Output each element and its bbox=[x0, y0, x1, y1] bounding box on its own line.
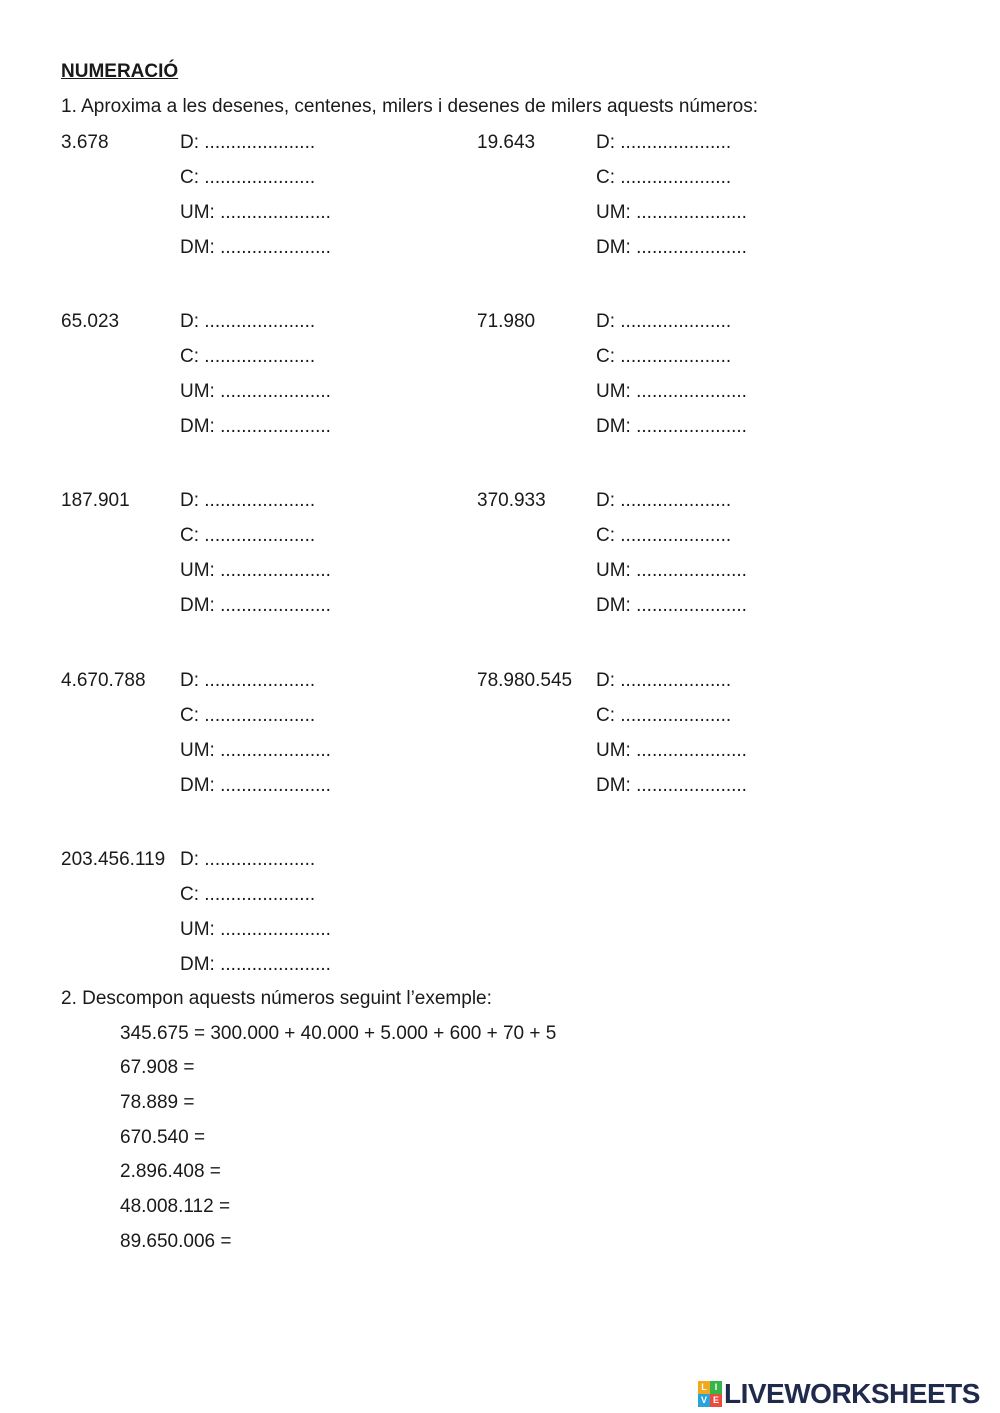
hundreds-answer[interactable]: C: ..................... bbox=[180, 525, 316, 546]
logo-mark-letter: E bbox=[710, 1394, 722, 1407]
ten-thousands-answer[interactable]: DM: ..................... bbox=[596, 595, 747, 616]
tens-answer[interactable]: D: ..................... bbox=[596, 311, 732, 332]
tens-answer[interactable]: D: ..................... bbox=[180, 132, 316, 153]
ten-thousands-answer[interactable]: DM: ..................... bbox=[180, 416, 331, 437]
tens-answer[interactable]: D: ..................... bbox=[596, 132, 732, 153]
decomposition-line[interactable]: 48.008.112 = bbox=[120, 1196, 231, 1217]
exercise-2-instruction: 2. Descompon aquests números seguint l’exemple: bbox=[61, 988, 492, 1009]
hundreds-answer[interactable]: C: ..................... bbox=[180, 167, 316, 188]
decomposition-line[interactable]: 78.889 = bbox=[120, 1092, 195, 1113]
item-number: 187.901 bbox=[61, 490, 130, 511]
thousands-answer[interactable]: UM: ..................... bbox=[180, 740, 331, 761]
ten-thousands-answer[interactable]: DM: ..................... bbox=[180, 595, 331, 616]
approximation-item bbox=[61, 311, 481, 461]
decomposition-line[interactable]: 670.540 = bbox=[120, 1127, 206, 1148]
logo-text: LIVEWORKSHEETS bbox=[724, 1378, 980, 1409]
approximation-item bbox=[61, 849, 481, 999]
decomposition-line[interactable]: 89.650.006 = bbox=[120, 1231, 232, 1252]
tens-answer[interactable]: D: ..................... bbox=[180, 311, 316, 332]
tens-answer[interactable]: D: ..................... bbox=[596, 670, 732, 691]
tens-answer[interactable]: D: ..................... bbox=[180, 670, 316, 691]
approximation-item bbox=[477, 490, 897, 640]
thousands-answer[interactable]: UM: ..................... bbox=[596, 740, 747, 761]
thousands-answer[interactable]: UM: ..................... bbox=[180, 381, 331, 402]
hundreds-answer[interactable]: C: ..................... bbox=[596, 705, 732, 726]
approximation-item bbox=[61, 132, 481, 282]
item-number: 4.670.788 bbox=[61, 670, 146, 691]
thousands-answer[interactable]: UM: ..................... bbox=[596, 202, 747, 223]
decomposition-example: 345.675 = 300.000 + 40.000 + 5.000 + 600 + 70 + 5 bbox=[120, 1023, 557, 1044]
liveworksheets-logo bbox=[698, 1378, 998, 1410]
logo-mark-letter: I bbox=[710, 1381, 722, 1394]
thousands-answer[interactable]: UM: ..................... bbox=[596, 560, 747, 581]
approximation-item bbox=[477, 132, 897, 282]
decomposition-line[interactable]: 67.908 = bbox=[120, 1057, 195, 1078]
hundreds-answer[interactable]: C: ..................... bbox=[596, 525, 732, 546]
ten-thousands-answer[interactable]: DM: ..................... bbox=[596, 775, 747, 796]
ten-thousands-answer[interactable]: DM: ..................... bbox=[180, 237, 331, 258]
ten-thousands-answer[interactable]: DM: ..................... bbox=[180, 954, 331, 975]
exercise-1-instruction: 1. Aproxima a les desenes, centenes, milers i desenes de milers aquests números: bbox=[61, 96, 759, 117]
logo-mark-letter: V bbox=[698, 1394, 710, 1407]
hundreds-answer[interactable]: C: ..................... bbox=[180, 884, 316, 905]
ten-thousands-answer[interactable]: DM: ..................... bbox=[180, 775, 331, 796]
item-number: 3.678 bbox=[61, 132, 109, 153]
thousands-answer[interactable]: UM: ..................... bbox=[596, 381, 747, 402]
approximation-item bbox=[61, 490, 481, 640]
item-number: 203.456.119 bbox=[61, 849, 166, 870]
thousands-answer[interactable]: UM: ..................... bbox=[180, 919, 331, 940]
tens-answer[interactable]: D: ..................... bbox=[180, 849, 316, 870]
logo-mark-letter: L bbox=[698, 1381, 710, 1394]
logo-mark-icon bbox=[698, 1381, 722, 1407]
ten-thousands-answer[interactable]: DM: ..................... bbox=[596, 416, 747, 437]
thousands-answer[interactable]: UM: ..................... bbox=[180, 560, 331, 581]
page-title: NUMERACIÓ bbox=[61, 61, 179, 82]
ten-thousands-answer[interactable]: DM: ..................... bbox=[596, 237, 747, 258]
approximation-item bbox=[477, 670, 897, 820]
decomposition-line[interactable]: 2.896.408 = bbox=[120, 1161, 221, 1182]
hundreds-answer[interactable]: C: ..................... bbox=[596, 167, 732, 188]
hundreds-answer[interactable]: C: ..................... bbox=[180, 705, 316, 726]
tens-answer[interactable]: D: ..................... bbox=[596, 490, 732, 511]
item-number: 78.980.545 bbox=[477, 670, 573, 691]
thousands-answer[interactable]: UM: ..................... bbox=[180, 202, 331, 223]
item-number: 71.980 bbox=[477, 311, 536, 332]
hundreds-answer[interactable]: C: ..................... bbox=[596, 346, 732, 367]
approximation-item bbox=[61, 670, 481, 820]
item-number: 370.933 bbox=[477, 490, 546, 511]
tens-answer[interactable]: D: ..................... bbox=[180, 490, 316, 511]
item-number: 65.023 bbox=[61, 311, 120, 332]
approximation-item bbox=[477, 311, 897, 461]
hundreds-answer[interactable]: C: ..................... bbox=[180, 346, 316, 367]
item-number: 19.643 bbox=[477, 132, 536, 153]
